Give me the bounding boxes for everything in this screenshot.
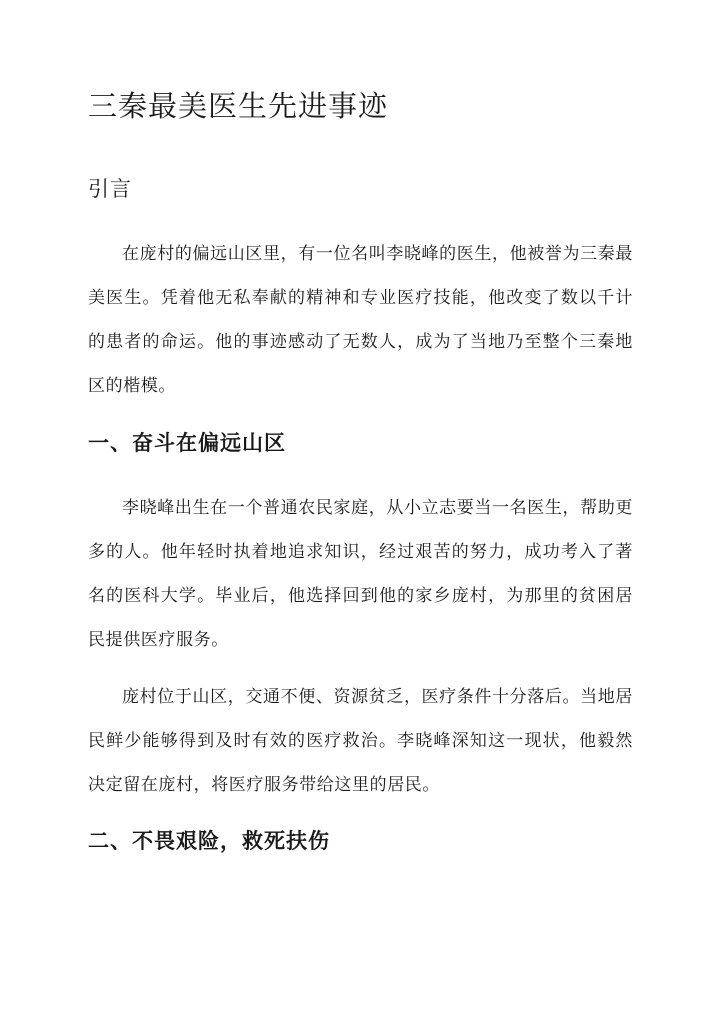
section-heading-2: 二、不畏艰险，救死扶伤 — [88, 828, 330, 853]
paragraph-intro: 在庞村的偏远山区里，有一位名叫李晓峰的医生，他被誉为三秦最美医生。凭着他无私奉献的精神和专业医疗技能，他改变了数以千计的患者的命运。他的事迹感动了无数人，成为了当地乃至整个三秦地区的楷模。 — [88, 244, 633, 396]
section-heading-intro: 引言 — [88, 177, 132, 201]
section-heading-1: 一、奋斗在偏远山区 — [88, 430, 286, 455]
document-title: 三秦最美医生先进事迹 — [88, 89, 389, 123]
paragraph-1-2: 庞村位于山区，交通不便、资源贫乏，医疗条件十分落后。当地居民鲜少能够得到及时有效的医疗救治。李晓峰深知这一现状，他毅然决定留在庞村，将医疗服务带给这里的居民。 — [88, 687, 633, 795]
paragraph-1-1: 李晓峰出生在一个普通农民家庭，从小立志要当一名医生，帮助更多的人。他年轻时执着地追求知识，经过艰苦的努力，成功考入了著名的医科大学。毕业后，他选择回到他的家乡庞村，为那里的贫困居民提供医疗服务。 — [88, 498, 633, 650]
